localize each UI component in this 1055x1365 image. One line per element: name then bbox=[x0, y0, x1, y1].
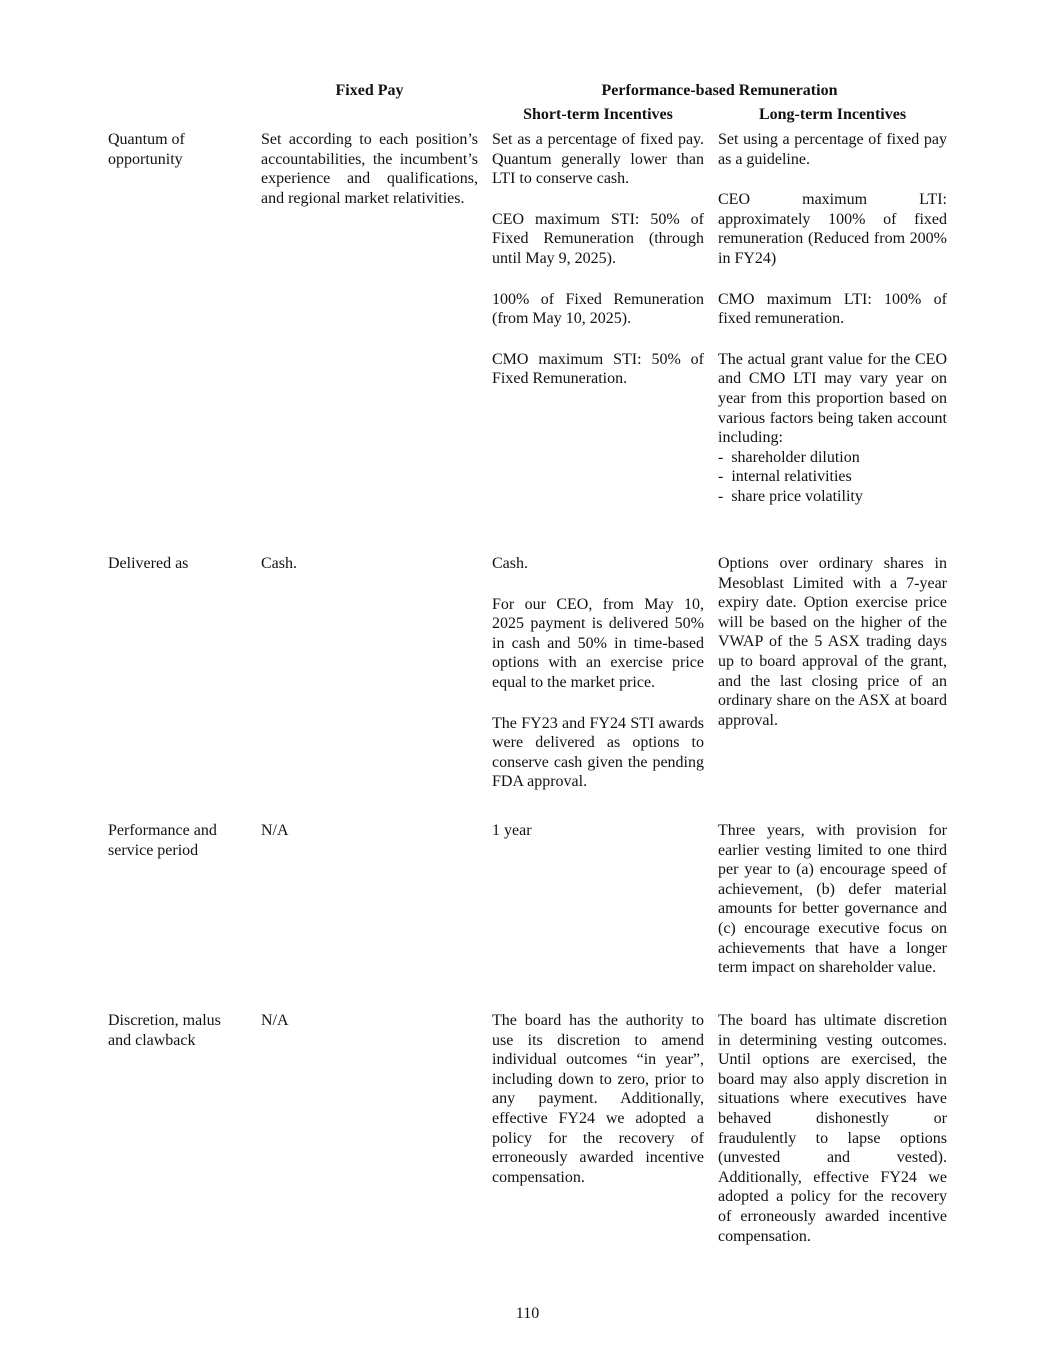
discretion-lti-cell: The board has ultimate discretion in determining vesting outcomes. Until options are exercised, the board may also apply discretion in situations where executives have behaved dishonestly or fraudulently to lapse options (unvested and vested). Additionally, effective FY24 we adopted a policy for the recovery of erroneously awarded incentive compensation. bbox=[718, 1012, 947, 1245]
quantum-fixed-cell: Set according to each position’s accountabilities, the incumbent’s experience and qualifications, and regional market relativities. bbox=[261, 131, 478, 207]
delivered-lti-cell: Options over ordinary shares in Mesoblast Limited with a 7-year expiry date. Option exercise price will be based on the higher of the VWAP of the 5 ASX trading days up to board approval of the grant, and the last closing price of an ordinary share on the ASX at board approval. bbox=[718, 555, 947, 729]
row-label-discretion: Discretion, malus and clawback bbox=[108, 1012, 221, 1049]
header-performance-based: Performance-based Remuneration bbox=[601, 82, 838, 99]
delivered-sti-para: Cash. bbox=[492, 555, 528, 572]
row-label-delivered: Delivered as bbox=[108, 555, 189, 572]
performance-fixed-cell: N/A bbox=[261, 822, 289, 839]
quantum-sti-para: Set as a percentage of fixed pay. Quantum generally lower than LTI to conserve cash. bbox=[492, 131, 704, 188]
quantum-lti-para: The actual grant value for the CEO and CMO LTI may vary year on year from this proportion based on various factors being taken account including: bbox=[718, 350, 947, 447]
quantum-sti-para: CMO maximum STI: 50% of Fixed Remuneration. bbox=[492, 350, 704, 388]
row-label-quantum: Quantum of opportunity bbox=[108, 131, 185, 168]
row-label-performance: Performance and service period bbox=[108, 822, 217, 859]
delivered-sti-para: The FY23 and FY24 STI awards were delivered as options to conserve cash given the pending FDA approval. bbox=[492, 714, 704, 791]
discretion-fixed-cell: N/A bbox=[261, 1012, 289, 1029]
quantum-lti-para: Set using a percentage of fixed pay as a guideline. bbox=[718, 131, 947, 168]
quantum-sti-cell bbox=[492, 130, 704, 389]
bullet-item: - internal relativities bbox=[718, 467, 947, 487]
delivered-sti-cell bbox=[492, 554, 704, 792]
quantum-lti-cell bbox=[718, 130, 947, 507]
performance-lti-cell: Three years, with provision for earlier vesting limited to one third per year to (a) encourage speed of achievement, (b) defer material amounts for better governance and (c) encourage executive focus on achievements that have a longer term impact on shareholder value. bbox=[718, 822, 947, 977]
header-long-term-incentives: Long-term Incentives bbox=[758, 106, 907, 123]
quantum-lti-para: CMO maximum LTI: 100% of fixed remuneration. bbox=[718, 290, 947, 328]
quantum-sti-para: 100% of Fixed Remuneration (from May 10, 2025). bbox=[492, 290, 704, 328]
bullet-item: - share price volatility bbox=[718, 487, 947, 507]
delivered-fixed-cell: Cash. bbox=[261, 555, 297, 572]
performance-sti-cell: 1 year bbox=[492, 822, 532, 839]
page-number: 110 bbox=[515, 1305, 540, 1322]
header-fixed-pay: Fixed Pay bbox=[335, 82, 404, 99]
delivered-sti-para: For our CEO, from May 10, 2025 payment is delivered 50% in cash and 50% in time-based options with an exercise price equal to the market price. bbox=[492, 595, 704, 691]
quantum-sti-para: CEO maximum STI: 50% of Fixed Remuneration (through until May 9, 2025). bbox=[492, 210, 704, 267]
quantum-lti-para: CEO maximum LTI: approximately 100% of fixed remuneration (Reduced from 200% in FY24) bbox=[718, 191, 947, 267]
bullet-item: - shareholder dilution bbox=[718, 448, 947, 468]
discretion-sti-cell: The board has the authority to use its discretion to amend individual outcomes “in year”, including down to zero, prior to any payment. Additionally, effective FY24 we adopted a policy for the recovery of erroneously awarded incentive compensation. bbox=[492, 1012, 704, 1186]
quantum-lti-bullet-list bbox=[718, 448, 947, 507]
header-short-term-incentives: Short-term Incentives bbox=[523, 106, 673, 123]
